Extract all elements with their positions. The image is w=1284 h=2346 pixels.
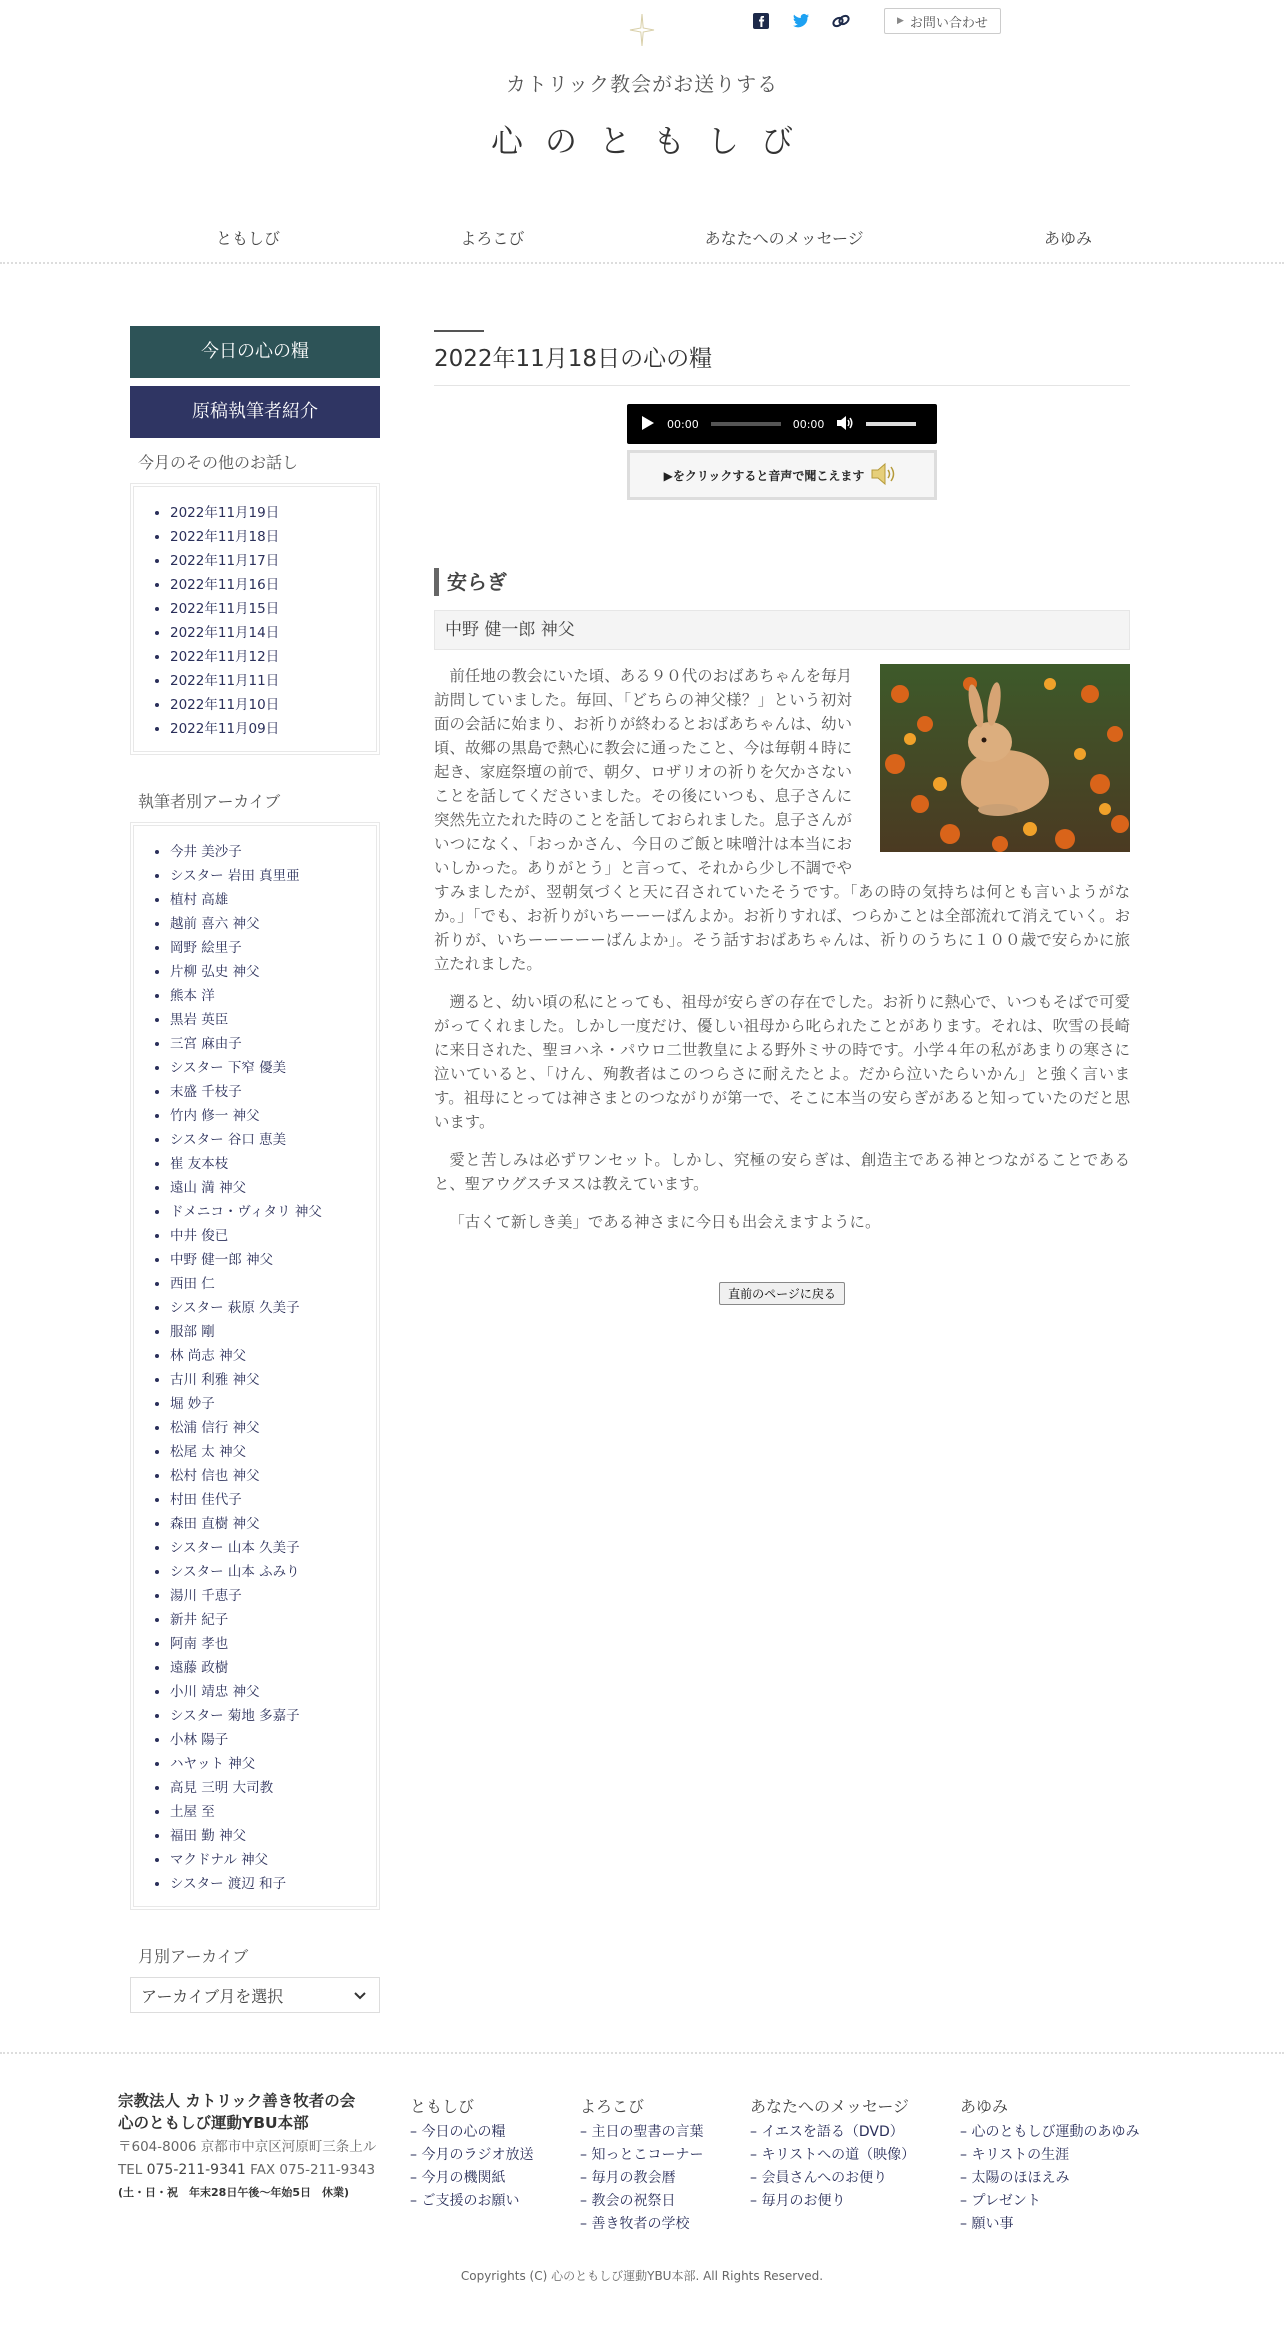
footer-link[interactable]: – 今日の心の糧 [410, 2124, 506, 2140]
author-link[interactable]: • 遠山 満 神父 [170, 1176, 362, 1200]
business-hours-note: (土・日・祝 年末28日午後〜年始5日 休業) [118, 2186, 350, 2199]
nav-item-ayumi[interactable]: あゆみ [1043, 229, 1092, 248]
author-link[interactable]: • シスター 渡辺 和子 [170, 1872, 362, 1896]
audio-player [627, 404, 937, 444]
footer-link-label: プレゼント [971, 2193, 1041, 2209]
footer-link-label: 願い事 [971, 2216, 1014, 2232]
footer-link[interactable]: – 善き牧者の学校 [580, 2216, 690, 2232]
author-link[interactable]: • 三宮 麻由子 [170, 1032, 362, 1056]
footer-link[interactable]: – 知っとこコーナー [580, 2147, 704, 2163]
footer-link-label: 毎月の教会暦 [591, 2170, 676, 2186]
footer-column-title[interactable]: あなたへのメッセージ [750, 2097, 910, 2116]
post-body [434, 664, 1130, 1234]
this-month-link[interactable]: • 2022年11月17日 [170, 549, 362, 573]
author-link[interactable]: • 小川 靖忠 神父 [170, 1680, 362, 1704]
footer-link[interactable]: – 会員さんへのお便り [750, 2170, 888, 2186]
author-link[interactable]: • 堀 妙子 [170, 1392, 362, 1416]
author-link[interactable]: • 片柳 弘史 神父 [170, 960, 362, 984]
author-link[interactable]: • 服部 剛 [170, 1320, 362, 1344]
contact-button[interactable] [884, 8, 1001, 34]
author-link[interactable]: • マクドナル 神父 [170, 1848, 362, 1872]
footer-link[interactable]: – 教会の祝祭日 [580, 2193, 676, 2209]
footer-link-label: ご支援のお願い [421, 2193, 520, 2209]
nav-divider [0, 262, 1284, 264]
post-paragraph-4: 「古くて新しき美」である神さまに今日も出会えますように。 [449, 1213, 881, 1231]
audio-current-time: 00:00 [667, 417, 699, 431]
site-tagline: カトリック教会がお送りする [505, 72, 779, 96]
monthly-archive-value: アーカイブ月を選択 [141, 1986, 284, 2006]
org-name-2: 心のともしび運動YBU本部 [118, 2114, 309, 2132]
footer-link[interactable]: – キリストの生涯 [960, 2147, 1070, 2163]
author-link[interactable]: • 新井 紀子 [170, 1608, 362, 1632]
top-utility-bar [750, 8, 1001, 34]
monthly-archive-select[interactable] [130, 1977, 380, 2013]
author-link[interactable]: • 松尾 太 神父 [170, 1440, 362, 1464]
author-link[interactable]: • 湯川 千恵子 [170, 1584, 362, 1608]
author-link[interactable]: • 遠藤 政樹 [170, 1656, 362, 1680]
footer-link[interactable]: – 願い事 [960, 2216, 1014, 2232]
title-accent-rule [434, 330, 484, 332]
author-link[interactable]: • 越前 喜六 神父 [170, 912, 362, 936]
footer-column-title[interactable]: あゆみ [960, 2097, 1009, 2116]
author-link[interactable]: • 土屋 至 [170, 1800, 362, 1824]
author-link[interactable]: • 古川 利雅 神父 [170, 1368, 362, 1392]
author-link[interactable]: • 西田 仁 [170, 1272, 362, 1296]
monthly-archive-heading: 月別アーカイブ [138, 1947, 249, 1966]
author-link[interactable]: • 竹内 修一 神父 [170, 1104, 362, 1128]
author-link[interactable]: • 村田 佳代子 [170, 1488, 362, 1512]
footer-link[interactable]: – 毎月のお便り [750, 2193, 846, 2209]
author-link[interactable]: • 森田 直樹 神父 [170, 1512, 362, 1536]
copyright: Copyrights (C) 心のともしび運動YBU本部. All Rights Reserved. [460, 2269, 824, 2283]
site-title[interactable]: 心のともしび [490, 122, 815, 160]
speaker-icon [870, 462, 900, 489]
footer-link[interactable]: – 今月のラジオ放送 [410, 2147, 534, 2163]
twitter-icon[interactable] [790, 10, 812, 32]
author-link[interactable]: • シスター 谷口 恵美 [170, 1128, 362, 1152]
author-link[interactable]: • 林 尚志 神父 [170, 1344, 362, 1368]
author-link[interactable]: • シスター 山本 久美子 [170, 1536, 362, 1560]
footer-link-label: イエスを語る（DVD） [761, 2124, 904, 2140]
footer-link-label: 今月の機関紙 [421, 2170, 506, 2186]
org-phone-line [118, 2160, 388, 2180]
footer-link[interactable]: – キリストへの道（映像） [750, 2147, 916, 2163]
footer-column [580, 2094, 703, 2236]
author-link[interactable]: • 中野 健一郎 神父 [170, 1248, 362, 1272]
author-link[interactable]: • 黒岩 英臣 [170, 1008, 362, 1032]
post-paragraph-1: 前任地の教会にいた頃、ある９０代のおばあちゃんを毎月訪問していました。毎回、「どちらの神父様？」という初対面の会話に始まり、お祈りが終わるとおばあちゃんは、幼い頃、故郷の黒島で熱心に教会に通ったこと、今は毎朝４時に起き、家庭祭壇の前で、朝夕、ロザリオの祈りを欠かさないことを話してくださいました。その後にいつも、息子さんに突然先立たれた時のことを話しておられました。息子さんがいつになく、「おっかさん、今日のご飯と味噌汁は本当においしかった。ありがとう」と言って、それから少し不調でやすみましたが、翌朝気づくと天に召されていたそうです。「あの時の気持ちは何とも言いようがなか。」「でも、お祈りがいちーーーばんよか。お祈りすれば、つらかことは全部流れて消えていく。お祈りが、いちーーーーーばんよか」。そう話すおばあちゃんは、祈りのうちに１００歳で安らかに旅立たれました。 [434, 667, 1130, 973]
chevron-right-icon: ▶ [897, 16, 904, 26]
contact-label: お問い合わせ [909, 15, 988, 31]
volume-icon[interactable] [836, 415, 854, 434]
rabbit-photo [880, 664, 1130, 852]
author-archive-list [154, 840, 362, 1896]
this-month-list [154, 501, 362, 741]
this-month-link[interactable]: • 2022年11月12日 [170, 645, 362, 669]
fax-number: 075-211-9343 [279, 2162, 376, 2178]
this-month-link[interactable]: • 2022年11月09日 [170, 717, 362, 741]
footer-link-label: 知っとこコーナー [591, 2147, 704, 2163]
author-link[interactable]: • 松浦 信行 神父 [170, 1416, 362, 1440]
footer-link[interactable]: – 太陽のほほえみ [960, 2170, 1070, 2186]
footer-link[interactable]: – イエスを語る（DVD） [750, 2124, 904, 2140]
author-link[interactable]: • 今井 美沙子 [170, 840, 362, 864]
author-link[interactable]: • 岡野 絵里子 [170, 936, 362, 960]
footer-link-label: 主日の聖書の言葉 [591, 2124, 704, 2140]
author-archive-heading: 執筆者別アーカイブ [138, 792, 281, 811]
author-link[interactable]: • ハヤット 神父 [170, 1752, 362, 1776]
footer-column-title[interactable]: よろこび [580, 2097, 645, 2116]
footer-column [410, 2094, 533, 2213]
nav-item-message[interactable]: あなたへのメッセージ [704, 229, 864, 248]
audio-total-time: 00:00 [792, 417, 825, 431]
section-title: 安らぎ [434, 568, 1130, 596]
post-author: 中野 健一郎 神父 [434, 610, 1130, 650]
author-link[interactable]: • シスター 下窄 優美 [170, 1056, 362, 1080]
this-month-link[interactable]: • 2022年11月15日 [170, 597, 362, 621]
this-month-heading: 今月のその他のお話し [138, 453, 299, 472]
author-archive-box [130, 822, 380, 1910]
this-month-link[interactable]: • 2022年11月11日 [170, 669, 362, 693]
footer-link[interactable]: – 毎月の教会暦 [580, 2170, 676, 2186]
org-name-1: 宗教法人 カトリック善き牧者の会 [118, 2092, 356, 2110]
facebook-icon[interactable] [750, 10, 772, 32]
footer-divider [0, 2052, 1284, 2054]
org-info [118, 2090, 388, 2200]
this-month-box [130, 483, 380, 755]
post-paragraph-2: 遡ると、幼い頃の私にとっても、祖母が安らぎの存在でした。お祈りに熱心で、いつもそばで可愛がってくれました。しかし一度だけ、優しい祖母から叱られたことがあります。それは、吹雪の長崎に来日された、聖ヨハネ・パウロ二世教皇による野外ミサの時です。小学４年の私があまりの寒さに泣いていると、「けん、殉教者はこのつらさに耐えたとよ。だから泣いたらいかん」と強く言います。祖母にとっては神さまとのつながりが第一で、そこに本当の安らぎがあると知っていたのだと思います。 [434, 993, 1130, 1131]
author-link[interactable]: • 末盛 千枝子 [170, 1080, 362, 1104]
writers-button[interactable]: 原稿執筆者紹介 [130, 386, 380, 438]
this-month-link[interactable]: • 2022年11月14日 [170, 621, 362, 645]
footer-link[interactable]: – 今月の機関紙 [410, 2170, 506, 2186]
main-content [434, 330, 1130, 1305]
author-link[interactable]: • シスター 菊地 多嘉子 [170, 1704, 362, 1728]
footer-link-label: 毎月のお便り [761, 2193, 846, 2209]
footer-link-label: 会員さんへのお便り [761, 2170, 888, 2186]
footer-link-label: 心のともしび運動のあゆみ [971, 2124, 1140, 2140]
author-link[interactable]: • シスター 岩田 真里亜 [170, 864, 362, 888]
footer-link-label: 今日の心の糧 [421, 2124, 506, 2140]
this-month-link[interactable]: • 2022年11月16日 [170, 573, 362, 597]
audio-hint-text: ▶をクリックすると音声で聞こえます [663, 468, 865, 483]
nav-item-tomoshibi[interactable]: ともしび [216, 229, 281, 248]
author-link[interactable]: • 植村 高雄 [170, 888, 362, 912]
org-address: 〒604-8006 京都市中京区河原町三条上ル [118, 2139, 377, 2155]
author-link[interactable]: • 熊本 洋 [170, 984, 362, 1008]
footer-column [750, 2094, 915, 2213]
footer-link-label: 太陽のほほえみ [971, 2170, 1070, 2186]
tel-label: TEL [118, 2162, 143, 2178]
this-month-link[interactable]: • 2022年11月10日 [170, 693, 362, 717]
this-month-link[interactable]: • 2022年11月18日 [170, 525, 362, 549]
post-title: 2022年11月18日の心の糧 [434, 340, 1130, 386]
author-link[interactable]: • ドメニコ・ヴィタリ 神父 [170, 1200, 362, 1224]
footer-link[interactable]: – 主日の聖書の言葉 [580, 2124, 704, 2140]
footer-link[interactable]: – 心のともしび運動のあゆみ [960, 2124, 1140, 2140]
author-link[interactable]: • 阿南 孝也 [170, 1632, 362, 1656]
author-link[interactable]: • シスター 山本 ふみり [170, 1560, 362, 1584]
footer-link[interactable]: – プレゼント [960, 2193, 1041, 2209]
today-button[interactable]: 今日の心の糧 [130, 326, 380, 378]
play-icon[interactable] [641, 415, 655, 434]
post-paragraph-3: 愛と苦しみは必ずワンセット。しかし、究極の安らぎは、創造主である神とつながることであると、聖アウグスチヌスは教えています。 [434, 1151, 1130, 1193]
sidebar [130, 326, 380, 2013]
this-month-link[interactable]: • 2022年11月19日 [170, 501, 362, 525]
footer-column-title[interactable]: ともしび [410, 2097, 475, 2116]
author-link[interactable]: • 崔 友本枝 [170, 1152, 362, 1176]
tel-number[interactable]: 075-211-9341 [146, 2162, 246, 2178]
footer-link-label: 善き牧者の学校 [591, 2216, 690, 2232]
footer-link-label: 教会の祝祭日 [591, 2193, 676, 2209]
footer-link-label: キリストへの道（映像） [761, 2147, 916, 2163]
author-link[interactable]: • 高見 三明 大司教 [170, 1776, 362, 1800]
author-link[interactable]: • 中井 俊已 [170, 1224, 362, 1248]
author-link[interactable]: • 小林 陽子 [170, 1728, 362, 1752]
back-button[interactable]: 直前のページに戻る [719, 1282, 845, 1305]
footer-link-label: キリストの生涯 [971, 2147, 1070, 2163]
footer-link-label: 今月のラジオ放送 [421, 2147, 534, 2163]
chevron-down-icon [353, 1986, 367, 2005]
star-ornament-icon [628, 12, 656, 52]
link-icon[interactable] [830, 10, 852, 32]
main-nav [130, 226, 1154, 249]
footer-column [960, 2094, 1139, 2236]
author-link[interactable]: • 福田 勤 神父 [170, 1824, 362, 1848]
nav-item-yorokobi[interactable]: よろこび [460, 229, 525, 248]
fax-label: FAX [250, 2162, 276, 2178]
audio-progress-slider[interactable] [711, 422, 781, 426]
volume-slider[interactable] [866, 422, 916, 426]
author-link[interactable]: • 松村 信也 神父 [170, 1464, 362, 1488]
audio-hint [627, 450, 937, 500]
footer-link[interactable]: – ご支援のお願い [410, 2193, 520, 2209]
author-link[interactable]: • シスター 萩原 久美子 [170, 1296, 362, 1320]
